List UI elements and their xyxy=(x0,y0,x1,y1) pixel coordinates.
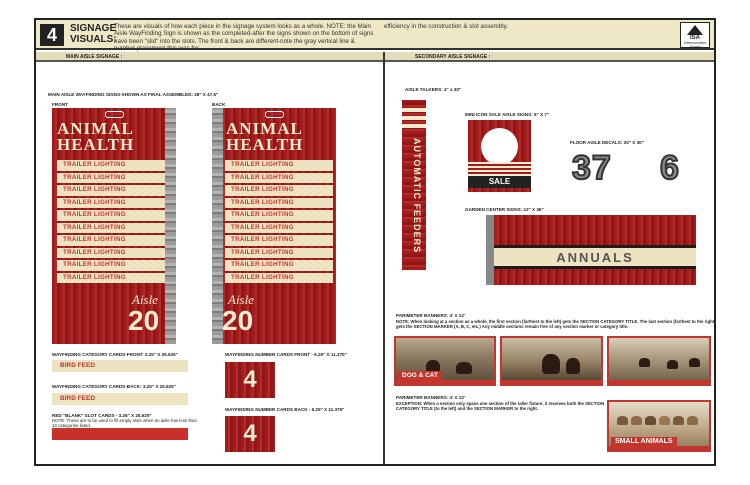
perimeter-banners-label-2: PARIMETER BANNERS: 4' X 12' xyxy=(396,395,465,400)
rabbit-silhouette xyxy=(645,416,656,425)
header-description-continued: efficiency in the construction & slot assembly. xyxy=(384,23,508,30)
category-slot: TRAILER LIGHTING xyxy=(57,248,165,259)
aisle-talker xyxy=(402,100,426,270)
category-slot: TRAILER LIGHTING xyxy=(57,223,165,234)
category-slot: TRAILER LIGHTING xyxy=(225,160,333,171)
category-slot: TRAILER LIGHTING xyxy=(225,260,333,271)
mini-sale-label: MINI ICON SALE AISLE SIGNS: 6" X 7" xyxy=(465,112,550,117)
dog-silhouette xyxy=(566,358,580,374)
talker-text: AUTOMATIC FEEDERS xyxy=(412,138,422,254)
logo-text: ISA xyxy=(689,35,700,41)
dog-silhouette xyxy=(456,362,472,374)
number-back-label: WAYFINDING NUMBER CARDS BACK - 6.25" X 11.375" xyxy=(225,407,345,412)
category-slot: TRAILER LIGHTING xyxy=(57,198,165,209)
aisle-word: Aisle xyxy=(132,292,158,307)
banner-strip xyxy=(396,380,494,384)
wayfinding-sign-back xyxy=(212,108,336,344)
category-card-back: BIRD FEED xyxy=(52,393,188,405)
dog-silhouette xyxy=(667,360,678,369)
perimeter-banner-right xyxy=(607,336,711,386)
floor-decal-6: 6 xyxy=(660,149,680,187)
blank-card-label: RED "BLANK" SLOT CARDS - 3.25" X 25.625" xyxy=(52,413,152,418)
header-bar xyxy=(36,20,714,53)
blank-slot-card xyxy=(52,428,188,440)
tab-icon: ◦◦◦◦ xyxy=(105,111,124,118)
category-slot: TRAILER LIGHTING xyxy=(57,235,165,246)
banner-strip xyxy=(609,446,709,450)
logo-subtext: Intermountain Supply xyxy=(684,41,706,49)
banner-strip xyxy=(502,380,601,384)
front-label: FRONT xyxy=(52,102,68,107)
category-slot: TRAILER LIGHTING xyxy=(225,235,333,246)
rabbit-silhouette xyxy=(617,416,628,425)
category-slot: TRAILER LIGHTING xyxy=(225,223,333,234)
garden-center-label: GARDEN CENTER SIGNS: 12" X 36" xyxy=(465,207,544,212)
wayfinding-sign-front xyxy=(52,108,176,344)
category-slot: TRAILER LIGHTING xyxy=(225,248,333,259)
tab-icon: ◦◦◦◦ xyxy=(265,111,284,118)
category-slot: TRAILER LIGHTING xyxy=(225,210,333,221)
sign-title-line1: ANIMAL xyxy=(57,119,134,138)
category-slot: TRAILER LIGHTING xyxy=(57,160,165,171)
talker-stripe xyxy=(402,116,426,120)
dog-silhouette xyxy=(689,358,700,367)
category-slot: TRAILER LIGHTING xyxy=(57,173,165,184)
category-back-label: WAYFINDING CATEGORY CARDS-BACK: 3.25" X 25.625" xyxy=(52,384,176,389)
page-title: SIGNAGE VISUALS: xyxy=(70,23,117,45)
category-front-label: WAYFINDING CATEGORY CARDS-FRONT: 3.25" X 25.625" xyxy=(52,352,178,357)
mountain-icon xyxy=(687,25,703,35)
category-slot: TRAILER LIGHTING xyxy=(57,185,165,196)
talker-stripe xyxy=(402,108,426,112)
slot-list xyxy=(225,160,333,285)
main-sign-label: MAIN AISLE WAYFINDING SIGNS-SHOWN AS FINAL ASSEMBLED: 28" X 47.5" xyxy=(48,92,219,97)
rabbit-silhouette xyxy=(687,416,698,425)
floor-decal-label: FLOOR AISLE DECALS: 30" X 30" xyxy=(570,140,644,145)
aisle-number: 20 xyxy=(128,305,160,336)
category-slot: TRAILER LIGHTING xyxy=(57,210,165,221)
category-card-front: BIRD FEED xyxy=(52,360,188,372)
garden-center-sign xyxy=(486,215,696,285)
gray-edge xyxy=(165,108,176,344)
number-front-label: WAYFINDING NUMBER CARDS FRONT - 6.25" X 11.375" xyxy=(225,352,347,357)
perimeter-banner-middle xyxy=(500,336,603,386)
number-card-front: 4 xyxy=(225,362,275,398)
banner-label: SMALL ANIMALS xyxy=(611,437,677,446)
mini-sale-sign xyxy=(468,120,531,192)
talker-stripe xyxy=(402,124,426,128)
back-label: BACK xyxy=(212,102,226,107)
sign-title-line2: HEALTH xyxy=(226,135,304,154)
blank-card-note: NOTE: These are to be used to fill empty slots when an aisle has less than 10 categories listed. xyxy=(52,418,197,428)
dog-silhouette xyxy=(542,354,560,374)
number-card-back: 4 xyxy=(225,416,275,452)
category-slot: TRAILER LIGHTING xyxy=(225,198,333,209)
rabbit-silhouette xyxy=(659,416,670,425)
main-aisle-section-bar: MAIN AISLE SIGNAGE : xyxy=(36,52,383,62)
rabbit-silhouette xyxy=(631,416,642,425)
aisle-word: Aisle xyxy=(228,292,254,307)
category-slot: TRAILER LIGHTING xyxy=(225,273,333,284)
slot-list xyxy=(57,160,165,285)
category-slot: TRAILER LIGHTING xyxy=(57,273,165,284)
aisle-number: 20 xyxy=(222,305,254,336)
dog-silhouette xyxy=(639,358,650,367)
banner-label: DOG & CAT xyxy=(398,371,442,380)
sign-title-line2: HEALTH xyxy=(57,135,135,154)
gray-bar xyxy=(486,215,494,285)
category-slot: TRAILER LIGHTING xyxy=(225,173,333,184)
sale-text: SALE xyxy=(468,176,531,188)
category-slot: TRAILER LIGHTING xyxy=(57,260,165,271)
perimeter-exception-note: EXCEPTION: When a section only spans one section of the taller fixture, it receives both the SECTION CATEGORY TITLE (to the left) and the SECTION MARKER to the right. xyxy=(396,401,605,412)
secondary-aisle-section-bar: SECONDARY AISLE SIGNAGE : xyxy=(385,52,714,62)
floor-decal-37: 37 xyxy=(572,149,612,187)
aisle-talkers-label: AISLE TALKERS: 4" x 30" xyxy=(405,87,462,92)
perimeter-banners-label: PARIMETER BANNERS: 4' X 12' xyxy=(396,313,465,318)
sign-title-line1: ANIMAL xyxy=(226,119,303,138)
perimeter-banner-small-animals xyxy=(607,400,711,452)
section-number: 4 xyxy=(40,24,64,46)
category-slot: TRAILER LIGHTING xyxy=(225,185,333,196)
company-logo xyxy=(680,22,710,48)
perimeter-banner-dog-cat xyxy=(394,336,496,386)
header-description: These are visuals of how each piece in the signage system looks as a whole. NOTE: the Main Aisle WayFinding Sign is shown as the completed-after the signs shown on the bottom of signs have been "slid" into the slots. The front & back are different-note the gray vertical line & number placement-this was for xyxy=(114,23,374,53)
banner-strip xyxy=(609,380,709,384)
sale-stripes xyxy=(468,162,531,176)
rabbit-silhouette xyxy=(673,416,684,425)
sale-circle-icon xyxy=(481,128,518,165)
garden-sign-text: ANNUALS xyxy=(494,245,696,269)
column-divider xyxy=(383,52,385,466)
perimeter-banners-note: NOTE: When looking at a section as a whole, the first section (farthest to the left) gets the SECTION CATEGORY TITLE. The last section (farthest to the right) gets the SECTION MARKER (A, B, C, etc.) Any middle sections remain free of any section marker or category title. xyxy=(396,319,716,330)
